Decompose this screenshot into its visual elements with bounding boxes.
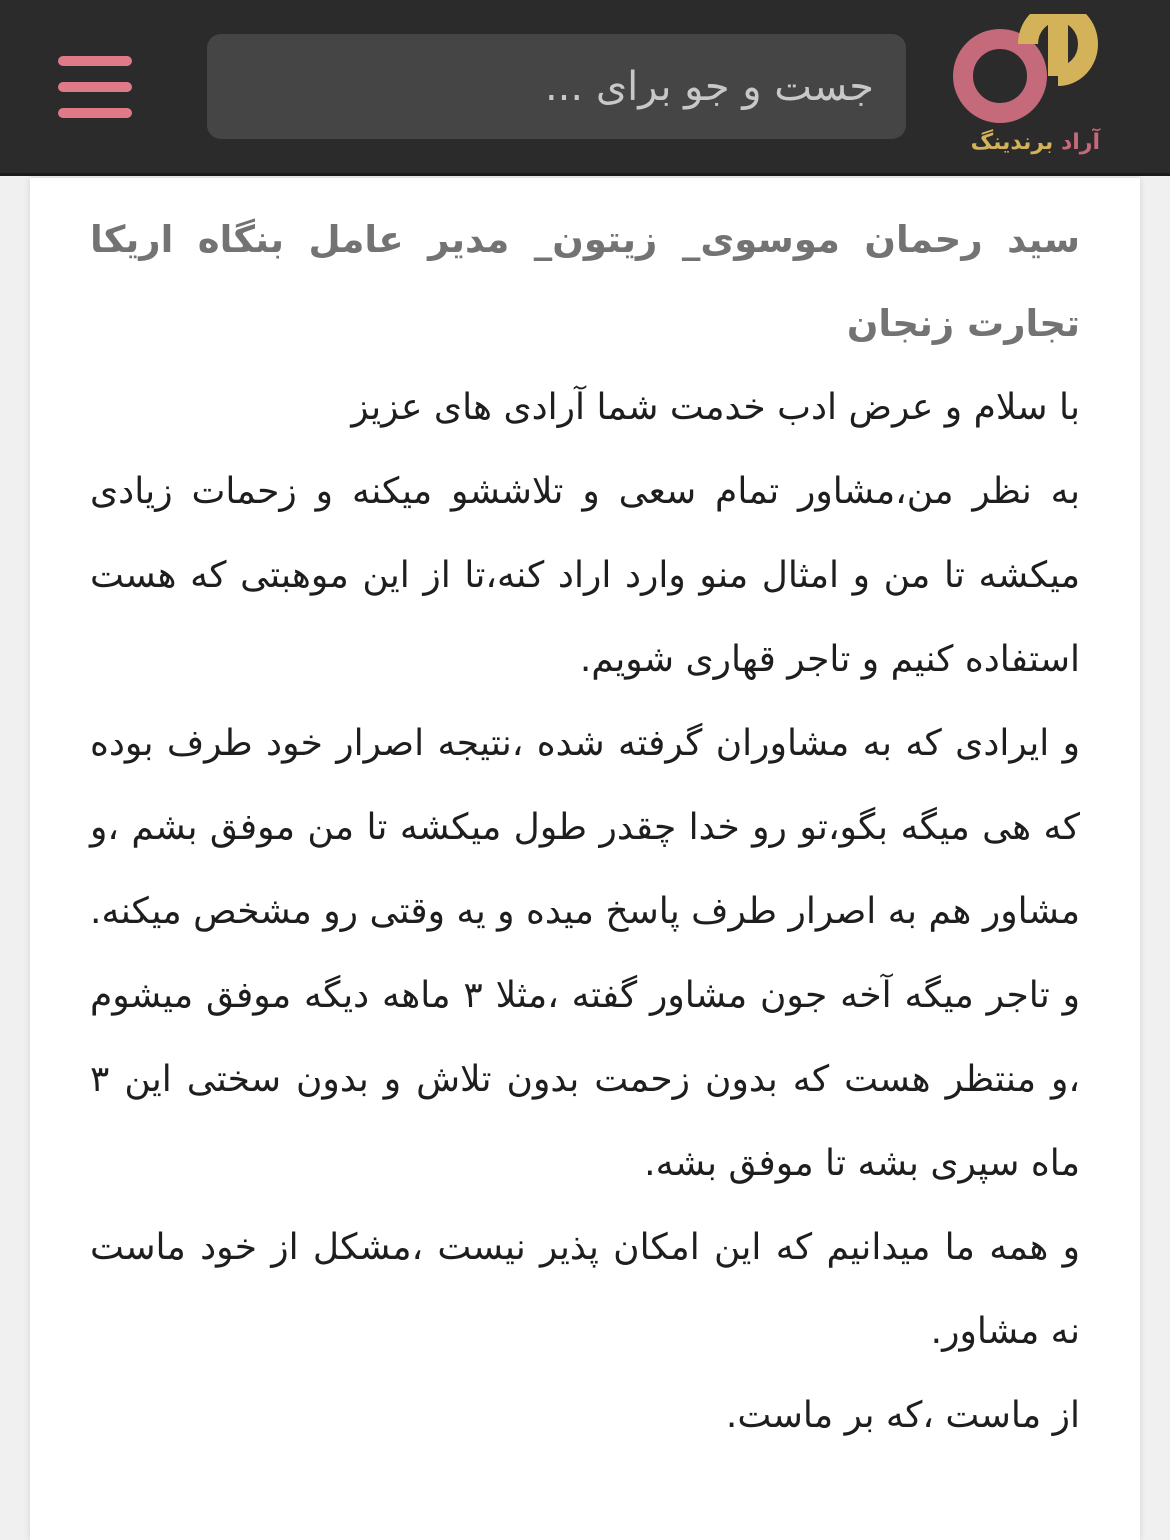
article-paragraph: و تاجر میگه آخه جون مشاور گفته ،مثلا ۳ ماهه دیگه موفق میشوم ،و منتظر هست که بدون زحمت بدون تلاش و بدون سختی این ۳ ماه سپری بشه تا موفق بشه. bbox=[90, 975, 1080, 1184]
article-content bbox=[90, 198, 1080, 1458]
hamburger-icon-bar bbox=[58, 56, 132, 66]
article-paragraph: و همه ما میدانیم که این امکان پذیر نیست ،مشکل از خود ماست نه مشاور. bbox=[90, 1227, 1080, 1352]
logo-ab-icon bbox=[950, 14, 1110, 124]
hamburger-icon-bar bbox=[58, 82, 132, 92]
brand-logo[interactable] bbox=[950, 14, 1120, 164]
hamburger-menu-button[interactable] bbox=[58, 54, 134, 120]
hamburger-icon-bar bbox=[58, 108, 132, 118]
logo-wordmark bbox=[950, 130, 1100, 155]
search-input[interactable] bbox=[207, 34, 906, 139]
logo-word-branding: برندینگ bbox=[970, 130, 1054, 155]
article-title: سید رحمان موسوی_ زیتون_ مدیر عامل بنگاه اریکا تجارت زنجان bbox=[90, 218, 1080, 345]
article-paragraph: به نظر من،مشاور تمام سعی و تلاششو میکنه و زحمات زیادی میکشه تا من و امثال منو وارد اراد کنه،تا از این موهبتی که هست استفاده کنیم و تاجر قهاری شویم. bbox=[90, 471, 1080, 680]
article-paragraph: از ماست ،که بر ماست. bbox=[725, 1395, 1080, 1436]
article-paragraph: و ایرادی که به مشاوران گرفته شده ،نتیجه اصرار خود طرف بوده که هی میگه بگو،تو رو خدا چقدر طول میکشه تا من موفق بشم ،و مشاور هم به اصرار طرف پاسخ میده و یه وقتی رو مشخص میکنه. bbox=[90, 723, 1080, 932]
logo-word-arad: آراد bbox=[1060, 130, 1100, 155]
article-paragraph: با سلام و عرض ادب خدمت شما آرادی های عزیز bbox=[351, 387, 1080, 428]
top-header bbox=[0, 0, 1170, 176]
article-card bbox=[30, 178, 1140, 1540]
